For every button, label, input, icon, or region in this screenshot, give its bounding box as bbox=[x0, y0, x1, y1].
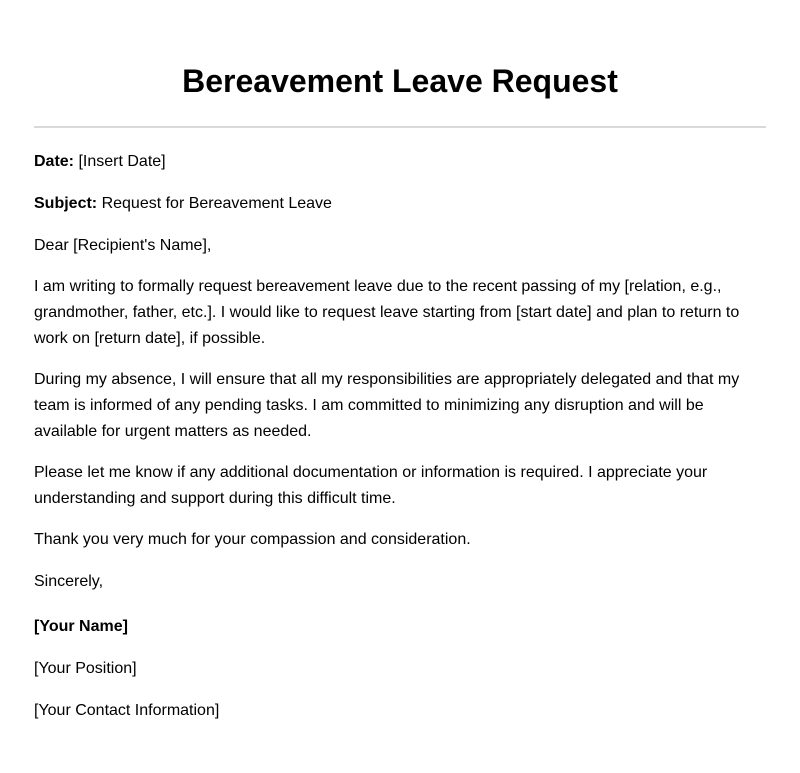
paragraph-request: I am writing to formally request bereavement leave due to the recent passing of my [relation, e.g., grandmother, father, etc.]. I would like to request leave starting from [start date] and plan to return to work on [return date], if possible. bbox=[34, 278, 740, 347]
signature-name: [Your Name] bbox=[34, 618, 128, 635]
paragraph-documentation: Please let me know if any additional documentation or information is required. I appreciate your understanding and support during this difficult time. bbox=[34, 464, 708, 507]
date-label: Date: bbox=[34, 153, 75, 170]
greeting: Dear [Recipient's Name], bbox=[34, 237, 212, 254]
signature-contact: [Your Contact Information] bbox=[34, 702, 220, 719]
date-value: [Insert Date] bbox=[74, 153, 166, 170]
letter-body bbox=[34, 149, 766, 724]
subject-line bbox=[34, 191, 766, 217]
date-line bbox=[34, 149, 766, 175]
signoff: Sincerely, bbox=[34, 573, 104, 590]
subject-value: Request for Bereavement Leave bbox=[97, 195, 332, 212]
title-divider bbox=[34, 126, 766, 128]
signature-position: [Your Position] bbox=[34, 660, 137, 677]
thanks-line: Thank you very much for your compassion and consideration. bbox=[34, 531, 471, 548]
paragraph-absence: During my absence, I will ensure that all my responsibilities are appropriately delegated and that my team is informed of any pending tasks. I am committed to minimizing any disruption and will be available for urgent matters as needed. bbox=[34, 371, 740, 440]
subject-label: Subject: bbox=[34, 195, 98, 212]
document-title: Bereavement Leave Request bbox=[182, 63, 618, 99]
